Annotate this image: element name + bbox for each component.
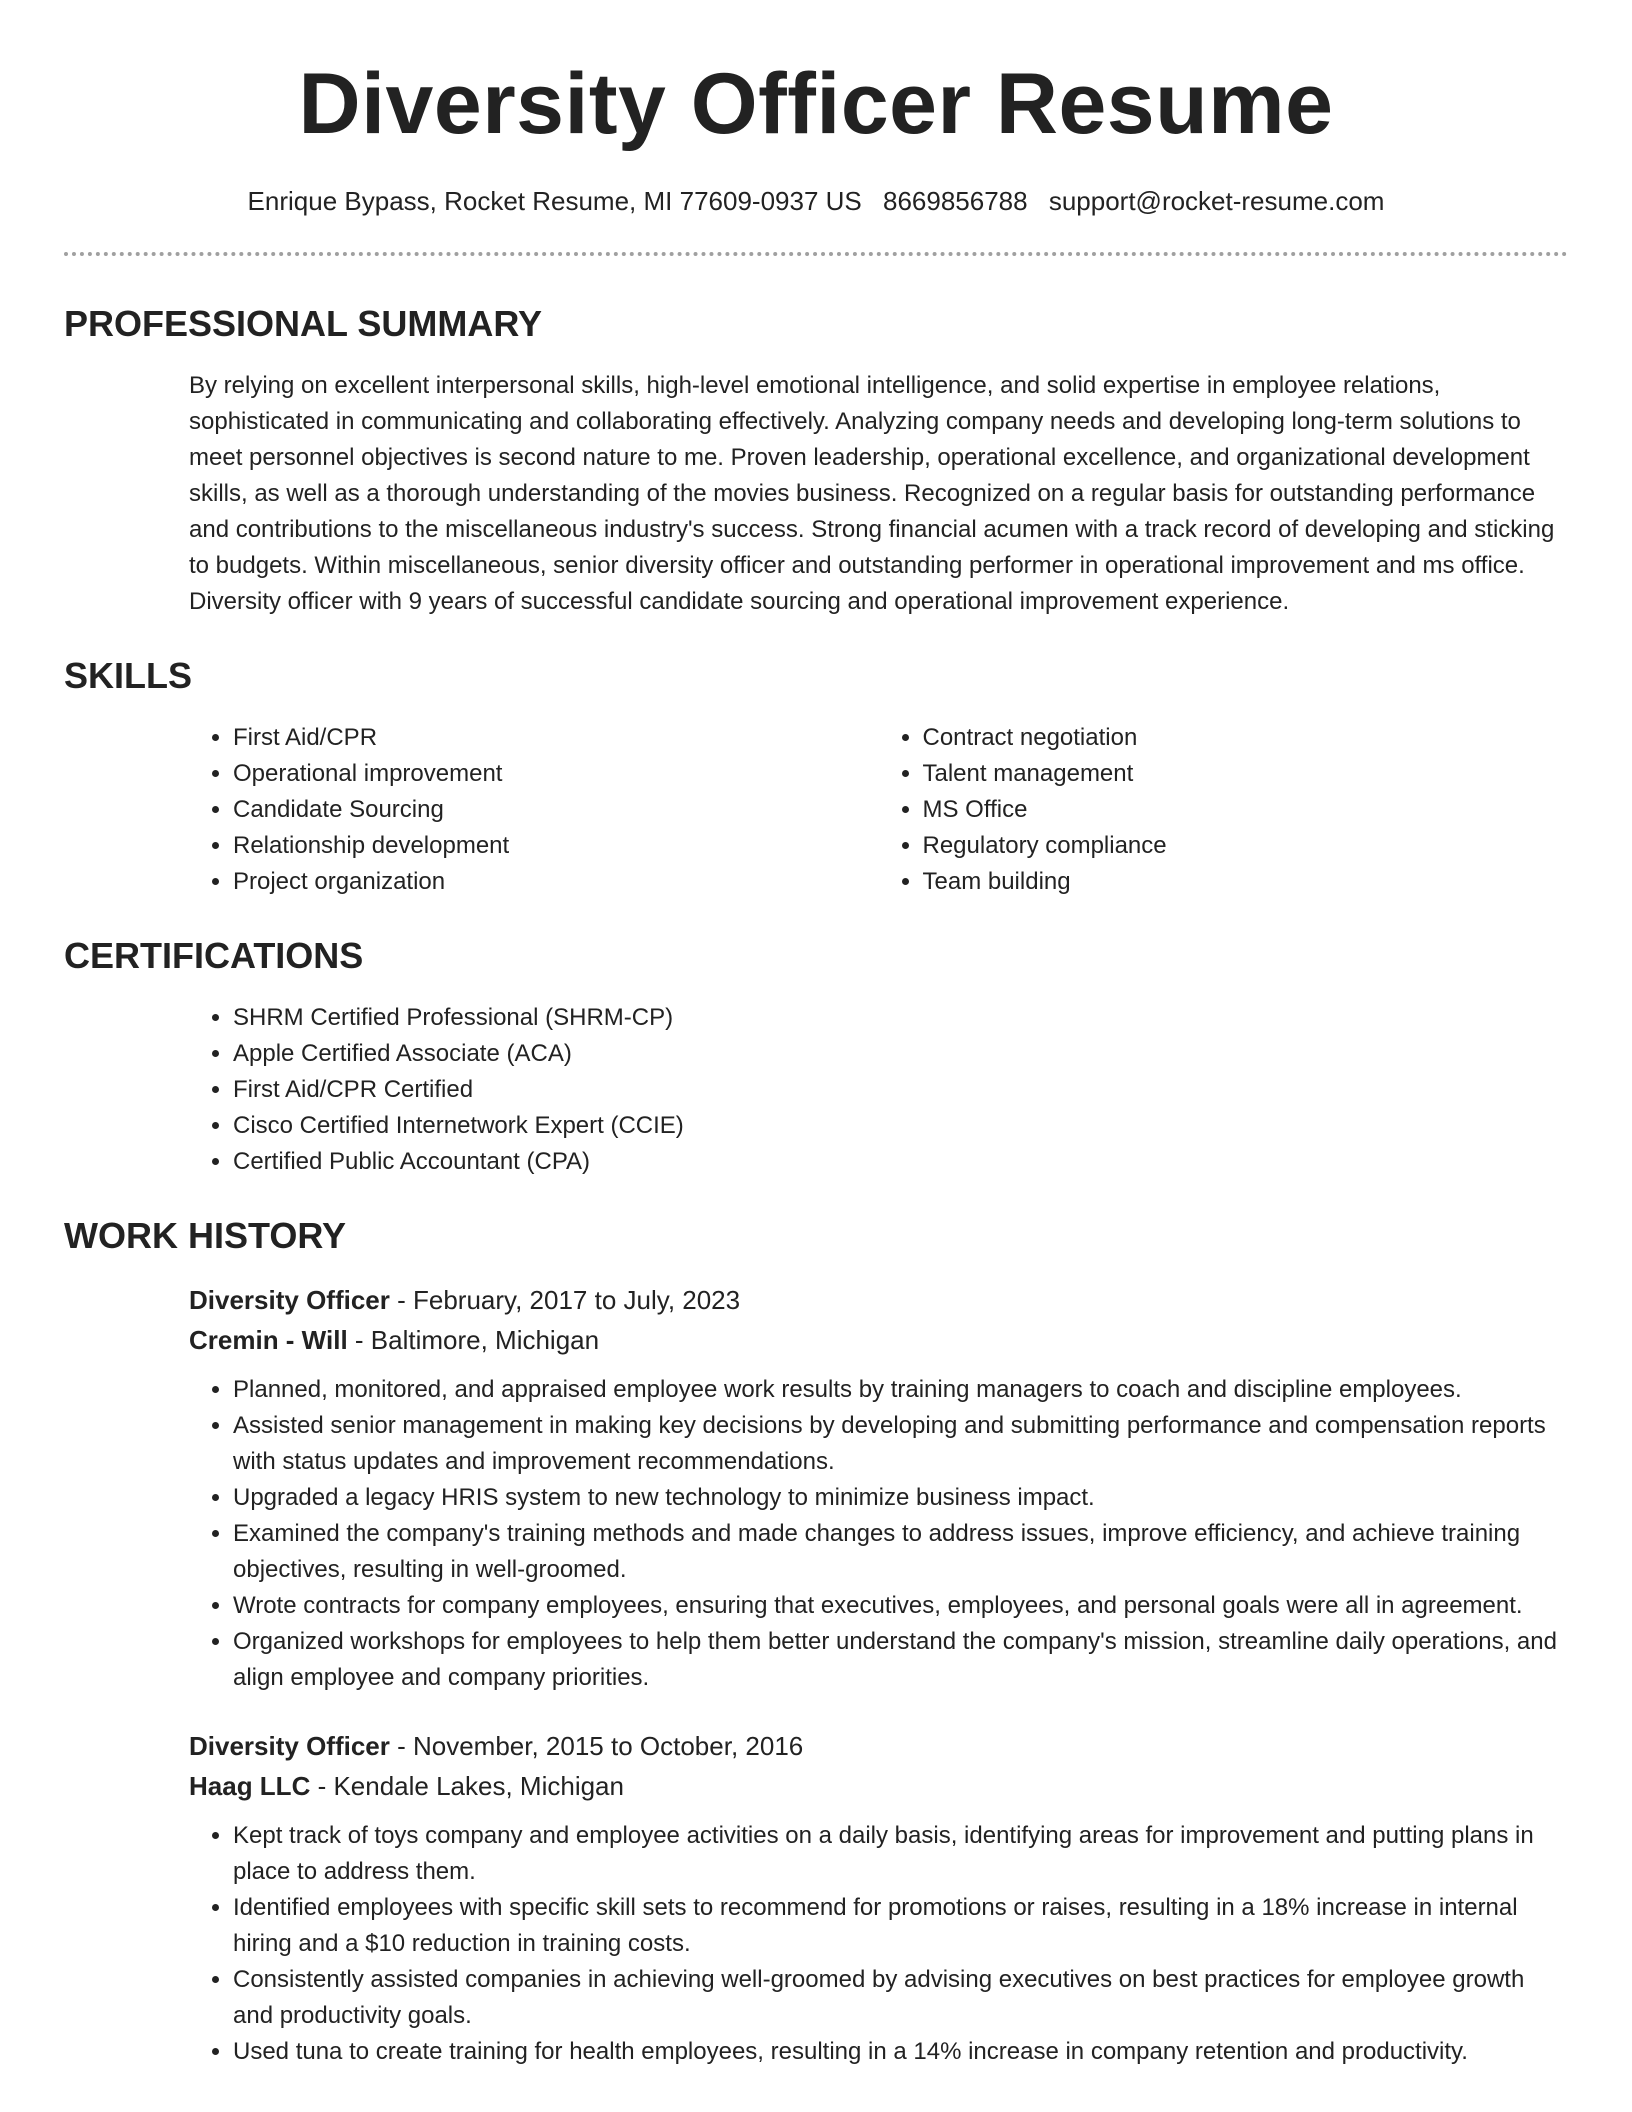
skill-item: • Contract negotiation (923, 720, 1569, 756)
certifications-list (189, 1000, 1568, 1180)
contact-phone: 8669856788 (882, 186, 1028, 216)
certification-item: • First Aid/CPR Certified (233, 1072, 1568, 1108)
skill-item: • Operational improvement (233, 756, 879, 792)
skill-item: • Relationship development (233, 828, 879, 864)
skill-item: • MS Office (923, 792, 1569, 828)
contact-email: support@rocket-resume.com (1048, 186, 1385, 216)
section-heading-skills: SKILLS (64, 655, 193, 696)
job-location: - Baltimore, Michigan (347, 1325, 600, 1355)
job-duty: • Examined the company's training methods and made changes to address issues, improve efficiency, and achieve training objectives, resulting in well-groomed. (233, 1516, 1568, 1588)
job-duty: • Planned, monitored, and appraised employee work results by training managers to coach and discipline employees. (233, 1372, 1568, 1408)
job-duty: • Wrote contracts for company employees, ensuring that executives, employees, and personal goals were all in agreement. (233, 1588, 1568, 1624)
skills-grid (189, 720, 1568, 900)
resume-title: Diversity Officer Resume (298, 56, 1334, 152)
job-dates: - November, 2015 to October, 2016 (389, 1731, 804, 1761)
skill-item: • Candidate Sourcing (233, 792, 879, 828)
skill-item: • Team building (923, 864, 1569, 900)
job-company: Cremin - Will (189, 1325, 348, 1355)
job-entry (189, 1726, 1568, 2070)
skill-item: • Talent management (923, 756, 1569, 792)
skill-item: • First Aid/CPR (233, 720, 879, 756)
job-duty: • Organized workshops for employees to help them better understand the company's mission, streamline daily operations, and align employee and company priorities. (233, 1624, 1568, 1696)
job-duty: • Consistently assisted companies in achieving well-groomed by advising executives on best practices for employee growth and productivity goals. (233, 1962, 1568, 2034)
header-divider (64, 252, 1568, 256)
job-duty: • Kept track of toys company and employee activities on a daily basis, identifying areas for improvement and putting plans in place to address them. (233, 1818, 1568, 1890)
job-duties-list (189, 1372, 1568, 1696)
summary-text: By relying on excellent interpersonal skills, high-level emotional intelligence, and solid expertise in employee relations, sophisticated in communicating and collaborating effectively. Analyzing company needs and developing long-term solutions to meet personnel objectives is second nature to me. Proven leadership, operational excellence, and organizational development skills, as well as a thorough understanding of the movies business. Recognized on a regular basis for outstanding performance and contributions to the miscellaneous industry's success. Strong financial acumen with a track record of developing and sticking to budgets. Within miscellaneous, senior diversity officer and outstanding performer in operational improvement and ms office. Diversity officer with 9 years of successful candidate sourcing and operational improvement experience. (189, 372, 1555, 615)
job-title: Diversity Officer (189, 1285, 390, 1315)
job-duty: • Upgraded a legacy HRIS system to new technology to minimize business impact. (233, 1480, 1568, 1516)
job-duty: • Assisted senior management in making key decisions by developing and submitting performance and compensation reports with status updates and improvement recommendations. (233, 1408, 1568, 1480)
skills-column-left (189, 720, 879, 900)
job-title-line (189, 1726, 1568, 1766)
job-duty: • Used tuna to create training for health employees, resulting in a 14% increase in company retention and productivity. (233, 2034, 1568, 2070)
job-dates: - February, 2017 to July, 2023 (389, 1285, 741, 1315)
section-heading-summary: PROFESSIONAL SUMMARY (64, 303, 543, 344)
job-title-line (189, 1280, 1568, 1320)
skill-item: • Regulatory compliance (923, 828, 1569, 864)
certifications-section (64, 934, 1568, 1180)
certification-item: • Apple Certified Associate (ACA) (233, 1036, 1568, 1072)
work-history-section (64, 1214, 1568, 2070)
job-entry (189, 1280, 1568, 1696)
skill-item: • Project organization (233, 864, 879, 900)
certification-item: • Cisco Certified Internetwork Expert (CCIE) (233, 1108, 1568, 1144)
certification-item: • SHRM Certified Professional (SHRM-CP) (233, 1000, 1568, 1036)
certification-item: • Certified Public Accountant (CPA) (233, 1144, 1568, 1180)
contact-line (64, 184, 1568, 218)
contact-address: Enrique Bypass, Rocket Resume, MI 77609-0937 US (247, 186, 862, 216)
job-duty: • Identified employees with specific skill sets to recommend for promotions or raises, resulting in a 18% increase in internal hiring and a $10 reduction in training costs. (233, 1890, 1568, 1962)
skills-column-right (879, 720, 1569, 900)
job-duties-list (189, 1818, 1568, 2070)
job-title: Diversity Officer (189, 1731, 390, 1761)
job-company: Haag LLC (189, 1771, 311, 1801)
job-company-line (189, 1766, 1568, 1806)
skills-section (64, 654, 1568, 900)
section-heading-certifications: CERTIFICATIONS (64, 935, 364, 976)
professional-summary-section (64, 302, 1568, 620)
section-heading-work-history: WORK HISTORY (64, 1215, 347, 1256)
job-company-line (189, 1320, 1568, 1360)
job-location: - Kendale Lakes, Michigan (310, 1771, 624, 1801)
